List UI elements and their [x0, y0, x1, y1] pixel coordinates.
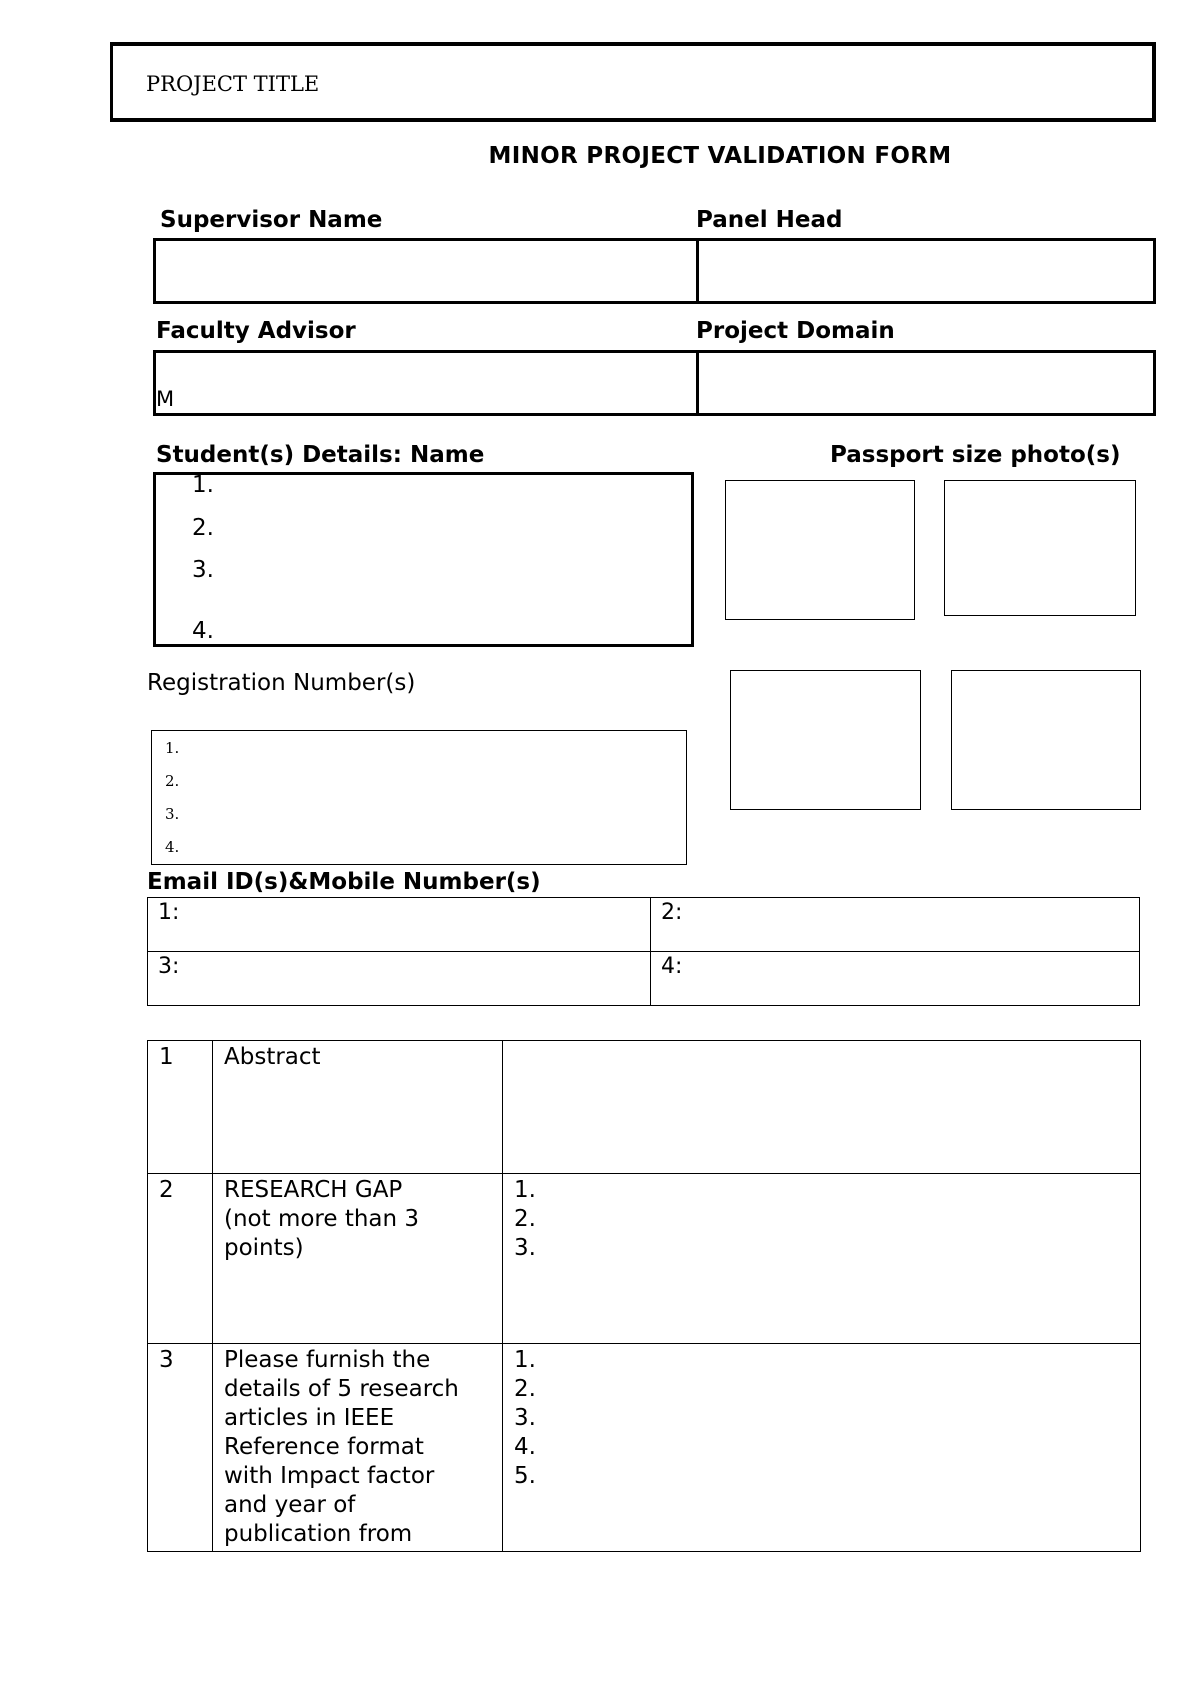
row-label-line: points) — [224, 1235, 304, 1261]
row-value-line: 1. — [514, 1177, 536, 1203]
photo-box-2[interactable] — [944, 480, 1136, 616]
row-label — [213, 1344, 503, 1552]
row-label-line: Reference format — [224, 1434, 424, 1460]
details-table — [147, 1040, 1141, 1552]
project-domain-field[interactable] — [696, 353, 1153, 413]
row-label-line: details of 5 research — [224, 1376, 459, 1402]
form-title: MINOR PROJECT VALIDATION FORM — [488, 143, 952, 169]
student-number: 4. — [192, 618, 214, 644]
row-label-line: (not more than 3 — [224, 1206, 420, 1232]
row-label — [213, 1174, 503, 1344]
contact-cell[interactable]: 2: — [651, 898, 1140, 952]
faculty-advisor-field[interactable] — [156, 353, 696, 413]
photos-label: Passport size photo(s) — [830, 442, 1121, 468]
row-label-line: and year of — [224, 1492, 356, 1518]
row-label-line: publication from — [224, 1521, 413, 1547]
supervisor-name-field[interactable] — [156, 241, 696, 301]
row-label — [213, 1041, 503, 1174]
row-label-line: Please furnish the — [224, 1347, 431, 1373]
registration-number: 1. — [165, 739, 180, 757]
supervisor-label: Supervisor Name — [160, 207, 383, 233]
contact-label: Email ID(s)&Mobile Number(s) — [147, 869, 541, 895]
registration-box[interactable] — [151, 730, 687, 865]
table-row — [148, 1041, 1141, 1174]
row-label-line: articles in IEEE — [224, 1405, 395, 1431]
row-value-line: 1. — [514, 1347, 536, 1373]
table-row — [148, 1344, 1141, 1552]
students-label: Student(s) Details: Name — [156, 442, 485, 468]
row-number: 3 — [148, 1344, 213, 1552]
row-value-line: 3. — [514, 1235, 536, 1261]
student-number: 2. — [192, 515, 214, 541]
project-domain-label: Project Domain — [696, 318, 895, 344]
row-label-line: with Impact factor — [224, 1463, 435, 1489]
panel-head-field[interactable] — [696, 241, 1153, 301]
supervisor-panel-row — [153, 238, 1156, 304]
row-value-line: 4. — [514, 1434, 536, 1460]
row-value-line: 5. — [514, 1463, 536, 1489]
row-label-line: Abstract — [224, 1044, 321, 1070]
photo-box-4[interactable] — [951, 670, 1141, 810]
contact-cell[interactable]: 3: — [148, 952, 651, 1006]
table-row — [148, 1174, 1141, 1344]
registration-number: 3. — [165, 805, 180, 823]
project-title: PROJECT TITLE — [146, 72, 320, 96]
panel-head-label: Panel Head — [696, 207, 843, 233]
row-number: 1 — [148, 1041, 213, 1174]
contact-table — [147, 897, 1140, 1006]
row-value-field[interactable] — [503, 1041, 1141, 1174]
registration-number: 4. — [165, 838, 180, 856]
photo-box-1[interactable] — [725, 480, 915, 620]
row-value-field[interactable] — [503, 1174, 1141, 1344]
student-number: 3. — [192, 557, 214, 583]
row-label-line: RESEARCH GAP — [224, 1177, 403, 1203]
row-value-field[interactable] — [503, 1344, 1141, 1552]
contact-cell[interactable]: 1: — [148, 898, 651, 952]
row-value-line: 2. — [514, 1206, 536, 1232]
registration-label: Registration Number(s) — [147, 670, 416, 696]
contact-cell[interactable]: 4: — [651, 952, 1140, 1006]
advisor-domain-row — [153, 350, 1156, 416]
student-number: 1. — [192, 472, 214, 498]
row-value-line: 3. — [514, 1405, 536, 1431]
photo-box-3[interactable] — [730, 670, 921, 810]
student-names-box[interactable] — [153, 472, 694, 647]
faculty-advisor-label: Faculty Advisor — [156, 318, 356, 344]
row-value-line: 2. — [514, 1376, 536, 1402]
registration-number: 2. — [165, 772, 180, 790]
faculty-advisor-value: M — [156, 387, 175, 411]
row-number: 2 — [148, 1174, 213, 1344]
